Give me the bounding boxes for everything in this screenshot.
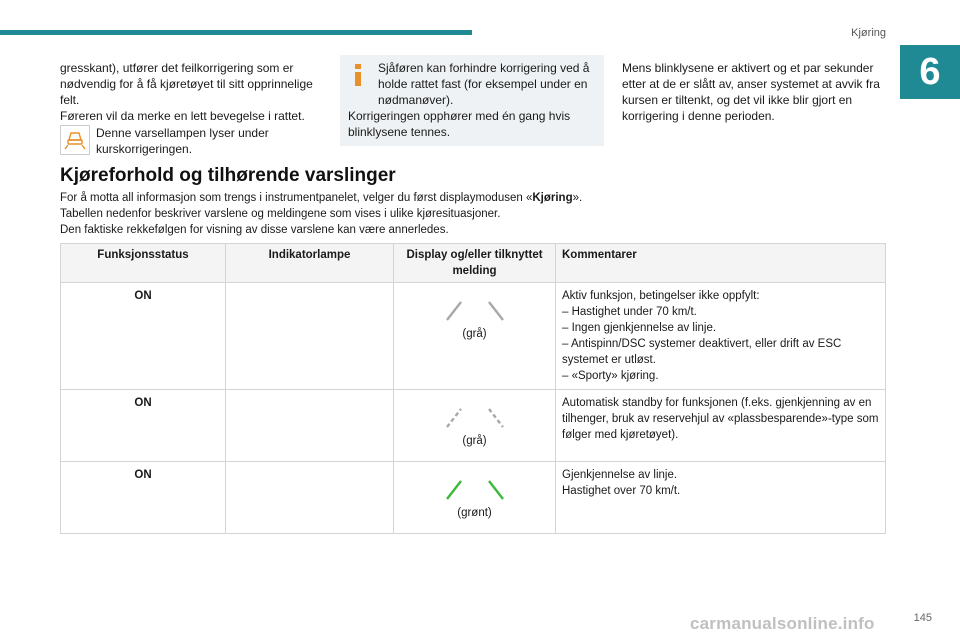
section-title: Kjøring [851, 27, 886, 39]
column-right [622, 60, 884, 124]
paragraph: Føreren vil da merke en lett bevegelse i rattet. [60, 109, 305, 123]
table-row [61, 462, 886, 534]
header-accent-bar [0, 30, 472, 35]
display-caption: (grå) [462, 328, 487, 340]
status-cell: ON [61, 462, 226, 534]
info-text-second: Korrigeringen opphører med én gang hvis blinklysene tennes. [348, 109, 571, 139]
indicator-cell [226, 390, 394, 462]
intro-line: Tabellen nedenfor beskriver varslene og meldingene som vises i ulike kjøresituasjoner. [60, 208, 501, 220]
info-icon [349, 64, 367, 86]
paragraph: gresskant), utfører det feilkorrigering som er nødvendig for å få kjøretøyet til sitt opprinnelige felt. [60, 61, 313, 107]
intro-bold-term: Kjøring [532, 192, 573, 204]
info-box [340, 55, 604, 146]
watermark: carmanualsonline.info [690, 614, 875, 633]
page-number: 145 [913, 612, 932, 624]
comment-line: Hastighet over 70 km/t. [562, 485, 681, 497]
comment-line: – Ingen gjenkjennelse av linje. [562, 322, 717, 334]
intro-text [60, 190, 880, 238]
comment-line: – Antispinn/DSC systemer deaktivert, eller drift av ESC systemet er utløst. [562, 338, 842, 366]
lane-lines-dashed-grey-icon [443, 407, 507, 429]
comment-cell [556, 390, 886, 462]
table-row [61, 283, 886, 390]
table-header: Funksjonsstatus [61, 244, 226, 283]
column-left [60, 60, 325, 157]
warning-lamp-text: Denne varsellampen lyser under kurskorrigeringen. [96, 126, 269, 156]
intro-text-pre: For å motta all informasjon som trengs i instrumentpanelet, velger du først displaymodusen « [60, 192, 533, 204]
display-caption: (grønt) [457, 507, 492, 519]
status-table [60, 243, 886, 534]
paragraph: Mens blinklysene er aktivert og et par sekunder etter at de er slått av, anser systemet at avvik fra kursen er tiltenkt, og det vil ikke blir gjort en korrigering i denne perioden. [622, 61, 880, 123]
indicator-cell [226, 283, 394, 390]
comment-cell [556, 283, 886, 390]
comment-line: Automatisk standby for funksjonen (f.eks. gjenkjenning av en tilhenger, bruk av reservehjul av «plassbesparende»-type som følger med kjøretøyet). [562, 397, 879, 441]
comment-line: Aktiv funksjon, betingelser ikke oppfylt: [562, 290, 760, 302]
intro-line: Den faktiske rekkefølgen for visning av disse varslene kan være annerledes. [60, 224, 449, 236]
comment-line: – «Sporty» kjøring. [562, 370, 659, 382]
intro-text-post: ». [572, 192, 583, 204]
table-header: Display og/eller tilknyttet melding [394, 244, 556, 283]
table-header: Kommentarer [556, 244, 886, 283]
table-header: Indikatorlampe [226, 244, 394, 283]
section-heading: Kjøreforhold og tilhørende varslinger [60, 165, 396, 186]
table-header-row [61, 244, 886, 283]
indicator-cell [226, 462, 394, 534]
comment-line: – Hastighet under 70 km/t. [562, 306, 697, 318]
comment-line: Gjenkjennelse av linje. [562, 469, 678, 481]
lane-departure-warning-icon [60, 125, 90, 155]
info-text-first: Sjåføren kan forhindre korrigering ved å holde rattet fast (for eksempel under en nødmanøver). [378, 61, 590, 107]
display-cell [394, 390, 556, 462]
display-cell [394, 283, 556, 390]
lane-lines-grey-icon [443, 300, 507, 322]
table-row [61, 390, 886, 462]
status-cell: ON [61, 390, 226, 462]
status-cell: ON [61, 283, 226, 390]
lane-lines-green-icon [443, 479, 507, 501]
comment-cell [556, 462, 886, 534]
warning-lamp-row [60, 125, 325, 157]
chapter-number-tab: 6 [900, 45, 960, 99]
display-caption: (grå) [462, 435, 487, 447]
display-cell [394, 462, 556, 534]
